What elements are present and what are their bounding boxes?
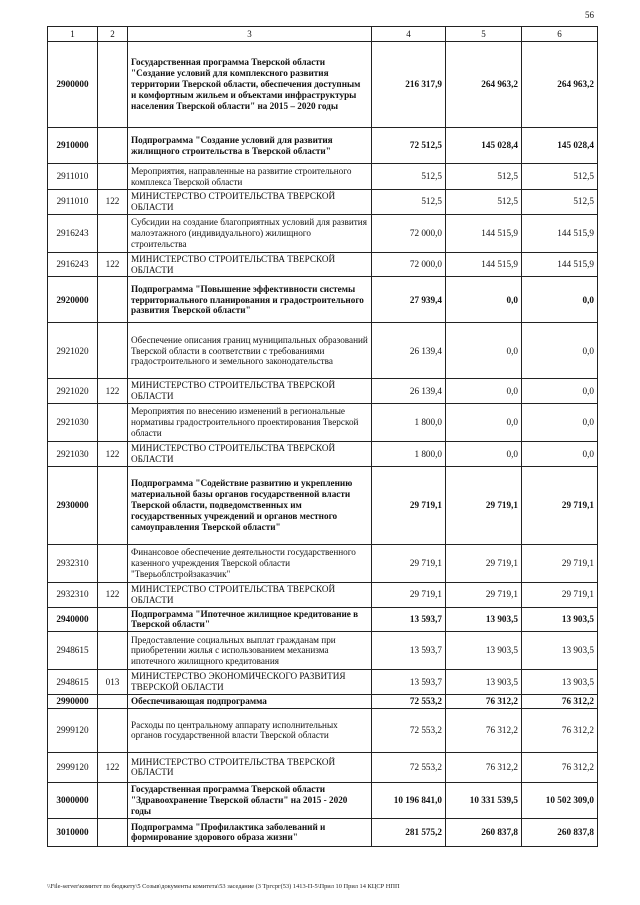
row-code: 2921020 [48,323,98,379]
row-ministry-code [98,42,128,128]
row-value-col6: 144 515,9 [522,214,598,252]
row-value-col4: 1 800,0 [372,404,446,442]
table-row [48,695,598,709]
row-name: МИНИСТЕРСТВО СТРОИТЕЛЬСТВА ТВЕРСКОЙ ОБЛАСТИ [128,252,372,277]
row-ministry-code: 122 [98,190,128,215]
row-value-col4: 29 719,1 [372,544,446,582]
row-name: Мероприятия, направленные на развитие строительного комплекса Тверской области [128,164,372,190]
column-header-row [48,27,598,42]
row-value-col6: 13 903,5 [522,670,598,695]
row-value-col6: 13 903,5 [522,632,598,670]
row-value-col5: 512,5 [446,164,522,190]
row-value-col4: 26 139,4 [372,379,446,404]
row-code: 2921030 [48,442,98,467]
row-name: Государственная программа Тверской области "Здравоохранение Тверской области" на 2015 - 2020 годы [128,782,372,818]
row-code: 2999120 [48,752,98,782]
row-value-col5: 0,0 [446,404,522,442]
row-value-col5: 144 515,9 [446,252,522,277]
row-value-col6: 0,0 [522,277,598,323]
row-code: 2932310 [48,582,98,607]
row-value-col5: 13 903,5 [446,607,522,632]
row-name: Расходы по центральному аппарату исполнительных органов государственной власти Тверской области [128,708,372,752]
row-ministry-code: 122 [98,252,128,277]
table-row [48,128,598,164]
row-name: МИНИСТЕРСТВО СТРОИТЕЛЬСТВА ТВЕРСКОЙ ОБЛАСТИ [128,379,372,404]
table-row [48,404,598,442]
row-name: МИНИСТЕРСТВО СТРОИТЕЛЬСТВА ТВЕРСКОЙ ОБЛАСТИ [128,752,372,782]
row-name: МИНИСТЕРСТВО СТРОИТЕЛЬСТВА ТВЕРСКОЙ ОБЛАСТИ [128,582,372,607]
row-value-col5: 264 963,2 [446,42,522,128]
column-header: 2 [98,27,128,42]
row-value-col5: 29 719,1 [446,544,522,582]
row-value-col5: 144 515,9 [446,214,522,252]
row-name: Финансовое обеспечение деятельности государственного казенного учреждения Тверской области "Тверьоблстройзаказчик" [128,544,372,582]
row-ministry-code [98,818,128,846]
column-header: 4 [372,27,446,42]
column-header: 5 [446,27,522,42]
row-value-col4: 512,5 [372,164,446,190]
row-value-col6: 0,0 [522,379,598,404]
row-ministry-code: 122 [98,442,128,467]
table-row [48,582,598,607]
page-number: 56 [585,10,594,20]
table-row [48,277,598,323]
table-row [48,544,598,582]
row-name: Подпрограмма "Профилактика заболеваний и формирование здорового образа жизни" [128,818,372,846]
row-name: Мероприятия по внесению изменений в региональные нормативы градостроительного проектирования Тверской области [128,404,372,442]
row-ministry-code [98,607,128,632]
row-value-col4: 72 553,2 [372,695,446,709]
row-value-col6: 0,0 [522,323,598,379]
row-code: 2916243 [48,252,98,277]
row-value-col4: 72 553,2 [372,708,446,752]
row-name: Подпрограмма "Создание условий для развития жилищного строительства в Тверской области" [128,128,372,164]
row-code: 2916243 [48,214,98,252]
row-value-col4: 72 512,5 [372,128,446,164]
row-ministry-code [98,128,128,164]
row-value-col5: 29 719,1 [446,582,522,607]
table-row [48,708,598,752]
row-value-col6: 29 719,1 [522,582,598,607]
row-value-col4: 29 719,1 [372,582,446,607]
row-ministry-code [98,695,128,709]
row-value-col6: 13 903,5 [522,607,598,632]
row-value-col6: 145 028,4 [522,128,598,164]
row-name: Обеспечивающая подпрограмма [128,695,372,709]
row-code: 2911010 [48,190,98,215]
row-name: МИНИСТЕРСТВО ЭКОНОМИЧЕСКОГО РАЗВИТИЯ ТВЕРСКОЙ ОБЛАСТИ [128,670,372,695]
table-row [48,818,598,846]
row-value-col4: 216 317,9 [372,42,446,128]
row-ministry-code: 122 [98,752,128,782]
row-ministry-code [98,323,128,379]
row-code: 2900000 [48,42,98,128]
row-value-col5: 0,0 [446,442,522,467]
row-value-col6: 76 312,2 [522,708,598,752]
row-code: 2932310 [48,544,98,582]
row-value-col5: 13 903,5 [446,632,522,670]
row-value-col5: 76 312,2 [446,695,522,709]
row-name: МИНИСТЕРСТВО СТРОИТЕЛЬСТВА ТВЕРСКОЙ ОБЛАСТИ [128,190,372,215]
table-row [48,607,598,632]
row-code: 2948615 [48,632,98,670]
row-code: 2921030 [48,404,98,442]
row-code: 3000000 [48,782,98,818]
row-code: 2940000 [48,607,98,632]
table-row [48,252,598,277]
row-value-col5: 0,0 [446,379,522,404]
row-value-col5: 0,0 [446,277,522,323]
row-ministry-code [98,544,128,582]
row-value-col4: 72 553,2 [372,752,446,782]
row-value-col6: 512,5 [522,190,598,215]
row-value-col4: 72 000,0 [372,252,446,277]
row-value-col5: 10 331 539,5 [446,782,522,818]
row-value-col4: 13 593,7 [372,607,446,632]
budget-table [47,26,598,847]
row-value-col6: 76 312,2 [522,752,598,782]
row-value-col4: 281 575,2 [372,818,446,846]
row-value-col6: 144 515,9 [522,252,598,277]
table-row [48,670,598,695]
row-value-col5: 260 837,8 [446,818,522,846]
row-ministry-code [98,214,128,252]
file-path-footer: \\File-server\комитет по бюджету\5 Созыв\документы комитета\53 заседание (3 Тргсрг(53) 1413-П-5\Прил 10 Прил 14 КЦСР НПП [47,883,400,890]
row-code: 2920000 [48,277,98,323]
row-code: 2948615 [48,670,98,695]
table-row [48,190,598,215]
row-name: Подпрограмма "Содействие развитию и укреплению материальной базы органов государственной власти Тверской области, подведомственных им государственных учреждений и органов местного самоуправления Тверской области" [128,466,372,544]
column-header: 6 [522,27,598,42]
table-row [48,466,598,544]
row-value-col4: 10 196 841,0 [372,782,446,818]
table-row [48,442,598,467]
row-value-col6: 264 963,2 [522,42,598,128]
row-value-col4: 26 139,4 [372,323,446,379]
row-ministry-code [98,277,128,323]
row-value-col6: 76 312,2 [522,695,598,709]
row-name: МИНИСТЕРСТВО СТРОИТЕЛЬСТВА ТВЕРСКОЙ ОБЛАСТИ [128,442,372,467]
row-ministry-code [98,164,128,190]
row-name: Подпрограмма "Ипотечное жилищное кредитование в Тверской области" [128,607,372,632]
row-value-col4: 29 719,1 [372,466,446,544]
table-row [48,214,598,252]
column-header: 1 [48,27,98,42]
row-value-col5: 0,0 [446,323,522,379]
row-value-col5: 145 028,4 [446,128,522,164]
row-value-col4: 1 800,0 [372,442,446,467]
row-ministry-code [98,404,128,442]
row-value-col5: 76 312,2 [446,752,522,782]
row-value-col4: 13 593,7 [372,632,446,670]
row-code: 2930000 [48,466,98,544]
row-ministry-code: 013 [98,670,128,695]
table-row [48,379,598,404]
row-value-col4: 27 939,4 [372,277,446,323]
row-value-col6: 0,0 [522,404,598,442]
row-ministry-code [98,708,128,752]
row-ministry-code [98,466,128,544]
column-header: 3 [128,27,372,42]
row-value-col6: 512,5 [522,164,598,190]
table-row [48,42,598,128]
row-ministry-code [98,782,128,818]
row-name: Обеспечение описания границ муниципальных образований Тверской области в соответствии с требованиями градостроительного и земельного законодательства [128,323,372,379]
table-row [48,752,598,782]
row-ministry-code: 122 [98,379,128,404]
row-value-col6: 260 837,8 [522,818,598,846]
row-code: 2990000 [48,695,98,709]
row-value-col5: 13 903,5 [446,670,522,695]
row-code: 2910000 [48,128,98,164]
row-value-col4: 512,5 [372,190,446,215]
row-value-col4: 13 593,7 [372,670,446,695]
table-row [48,782,598,818]
row-name: Предоставление социальных выплат гражданам при приобретении жилья с использованием механизма ипотечного жилищного кредитования [128,632,372,670]
row-value-col6: 29 719,1 [522,466,598,544]
table-row [48,632,598,670]
row-value-col6: 29 719,1 [522,544,598,582]
row-value-col6: 0,0 [522,442,598,467]
table-row [48,323,598,379]
row-value-col5: 76 312,2 [446,708,522,752]
row-name: Подпрограмма "Повышение эффективности системы территориального планирования и градостроительного развития Тверской области" [128,277,372,323]
row-ministry-code [98,632,128,670]
row-value-col5: 512,5 [446,190,522,215]
row-name: Субсидии на создание благоприятных условий для развития малоэтажного (индивидуального) жилищного строительства [128,214,372,252]
row-code: 2911010 [48,164,98,190]
row-code: 2999120 [48,708,98,752]
row-value-col4: 72 000,0 [372,214,446,252]
row-code: 3010000 [48,818,98,846]
row-value-col5: 29 719,1 [446,466,522,544]
row-code: 2921020 [48,379,98,404]
row-ministry-code: 122 [98,582,128,607]
table-row [48,164,598,190]
row-name: Государственная программа Тверской области "Создание условий для комплексного развития территории Тверской области, обеспечения доступным и комфортным жильем и объектами инфраструктуры населения Тверской области" на 2015 – 2020 годы [128,42,372,128]
row-value-col6: 10 502 309,0 [522,782,598,818]
